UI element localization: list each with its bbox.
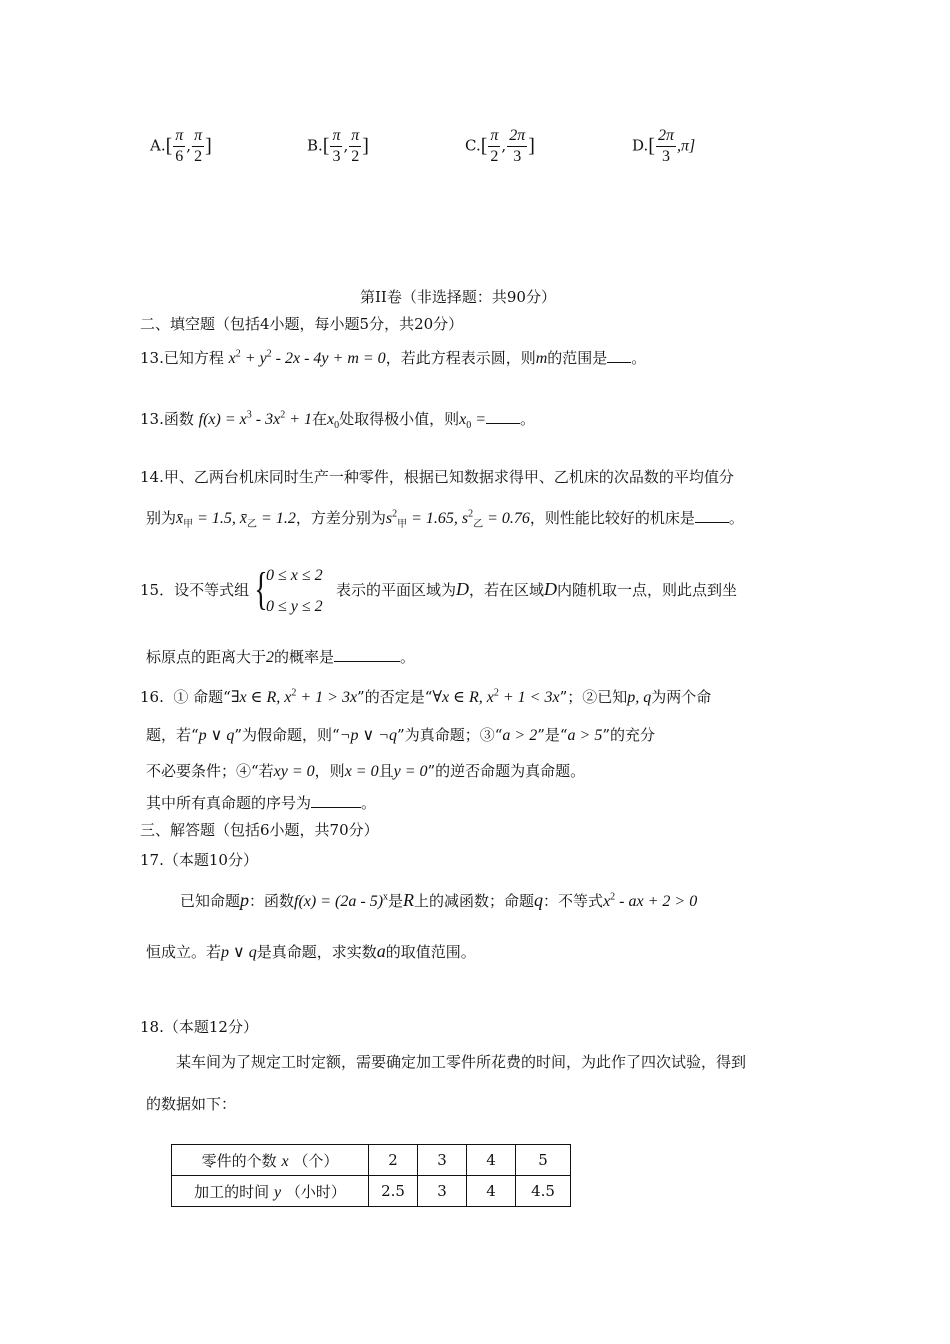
table-cell: 3 bbox=[418, 1176, 467, 1207]
question-17-line1: 已知命题p：函数f(x) = (2a - 5)$^x$是R上的减函数；命题q：不等式$x^2$ - ax + 2 > 0 bbox=[180, 890, 698, 910]
section2-title: 第II卷（非选择题：共90分） bbox=[360, 288, 556, 306]
row-label-time: 加工的时间 y （小时） bbox=[172, 1176, 369, 1207]
option-d: D.[ $\frac{2\pi}{3}$ ,π] bbox=[632, 127, 696, 165]
row-label-count: 零件的个数 x （个） bbox=[172, 1145, 369, 1176]
table-cell: 4.5 bbox=[516, 1176, 571, 1207]
section3-heading: 三、解答题（包括6小题，共70分） bbox=[140, 821, 379, 839]
inequality-1: 0 ≤ x ≤ 2 bbox=[266, 567, 323, 584]
table-cell: 5 bbox=[516, 1145, 571, 1176]
inequality-brace: { bbox=[254, 563, 268, 614]
answer-blank bbox=[311, 793, 361, 808]
option-a-label: A. bbox=[150, 136, 166, 155]
question-13b: 13.函数 $f(x) = x^3 - 3x^2 + 1$在$x_0$处取得极小值，则$x_0$ = 。 bbox=[140, 409, 536, 432]
option-c: C.[ $\frac{\pi}{2}$ , $\frac{2\pi}{3}$ ] bbox=[465, 127, 535, 165]
option-d-label: D. bbox=[632, 136, 649, 155]
fill-heading: 二、填空题（包括4小题，每小题5分，共20分） bbox=[140, 315, 464, 333]
answer-blank bbox=[334, 647, 400, 662]
data-table bbox=[171, 1144, 571, 1207]
option-c-label: C. bbox=[465, 136, 481, 155]
question-18-head: 18.（本题12分） bbox=[140, 1018, 258, 1036]
table-cell: 3 bbox=[418, 1145, 467, 1176]
answer-blank bbox=[486, 409, 520, 424]
question-14-line1: 14.甲、乙两台机床同时生产一种零件，根据已知数据求得甲、乙机床的次品数的平均值分 bbox=[140, 468, 734, 486]
variance-expression: $s^2_甲 = 1.65$, $s^2_乙 = 0.76$ bbox=[385, 508, 530, 531]
question-17-head: 17.（本题10分） bbox=[140, 851, 258, 869]
option-a: A.[ $\frac{\pi}{6}$ , $\frac{\pi}{2}$ ] bbox=[150, 127, 212, 165]
circle-equation: $x^2 + y^2 - 2x - 4y + m = 0$ bbox=[228, 348, 386, 367]
question-15-line2: 标原点的距离大于2的概率是 。 bbox=[146, 648, 416, 666]
table-cell: 2 bbox=[369, 1145, 418, 1176]
question-15-prefix: 15．设不等式组 bbox=[140, 581, 250, 599]
table-cell: 4 bbox=[467, 1176, 516, 1207]
cubic-function: $f(x) = x^3 - 3x^2 + 1$ bbox=[198, 409, 312, 428]
answer-blank bbox=[607, 348, 631, 363]
option-b-label: B. bbox=[307, 136, 323, 155]
question-14-line2: 别为$x̄_甲 = 1.5$, $x̄_乙 = 1.2$，方差分别为$s^2_甲 = 1.65$, $s^2_乙 = 0.76$，则性能比较好的机床是 。 bbox=[146, 508, 744, 531]
question-16-line1: 16. ① 命题“∃x ∈ R, $x^2 + 1 > 3x$”的否定是“∀x ∈ R, $x^2 + 1 < 3x$”；②已知p, q为两个命 bbox=[140, 687, 712, 706]
table-row bbox=[172, 1176, 571, 1207]
table-cell: 4 bbox=[467, 1145, 516, 1176]
question-16-line4: 其中所有真命题的序号为 。 bbox=[146, 794, 377, 812]
question-16-line3: 不必要条件；④“若xy = 0，则x = 0且y = 0”的逆否命题为真命题。 bbox=[146, 762, 586, 780]
question-18-line1: 某车间为了规定工时定额，需要确定加工零件所花费的时间，为此作了四次试验，得到 bbox=[176, 1053, 747, 1071]
question-13a: 13.已知方程 $x^2 + y^2 - 2x - 4y + m = 0$，若此方程表示圆，则m的范围是 。 bbox=[140, 348, 647, 367]
question-18-line2: 的数据如下： bbox=[146, 1095, 237, 1113]
table-cell: 2.5 bbox=[369, 1176, 418, 1207]
question-16-line2: 题，若“p ∨ q”为假命题，则“¬p ∨ ¬q”为真命题；③“a > 2”是“a > 5”的充分 bbox=[146, 726, 655, 744]
question-15-line1: 表示的平面区域为D，若在区域D内随机取一点，则此点到坐 bbox=[336, 579, 738, 599]
inequality-2: 0 ≤ y ≤ 2 bbox=[266, 598, 323, 615]
means-expression: $x̄_甲 = 1.5$, $x̄_乙 = 1.2$ bbox=[176, 510, 296, 531]
table-row bbox=[172, 1145, 571, 1176]
option-b: B.[ $\frac{\pi}{3}$ , $\frac{\pi}{2}$ ] bbox=[307, 127, 369, 165]
answer-blank bbox=[695, 508, 729, 523]
question-17-line2: 恒成立。若p ∨ q是真命题，求实数a的取值范围。 bbox=[146, 941, 476, 961]
